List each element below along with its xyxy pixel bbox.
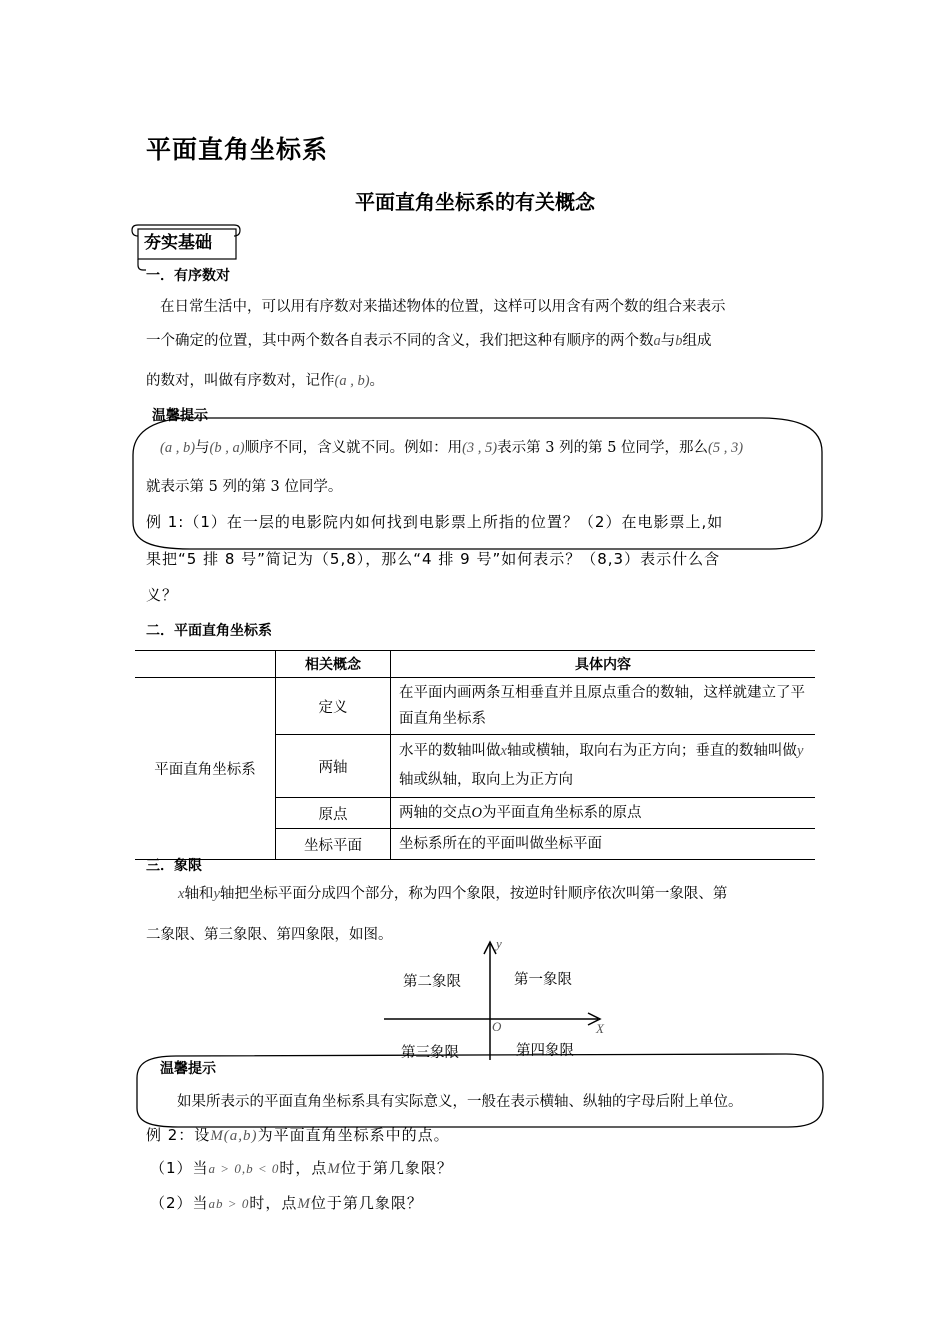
part3-heading: 三．象限 — [146, 858, 202, 874]
example2-question2: （2）当ab > 0时，点M位于第几象限？ — [150, 1194, 423, 1212]
example1-line3: 义？ — [146, 586, 179, 604]
part2-heading: 二．平面直角坐标系 — [146, 623, 272, 639]
table-content: 坐标系所在的平面叫做坐标平面 — [391, 829, 816, 860]
table-content: 在平面内画两条互相垂直并且原点重合的数轴，这样就建立了平面直角坐标系 — [391, 678, 816, 735]
table-concept: 原点 — [276, 798, 391, 829]
section-title: 平面直角坐标系的有关概念 — [355, 190, 595, 214]
banner-label: 夯实基础 — [144, 233, 212, 253]
example1-line2: 果把“5 排 8 号”简记为（5,8），那么“4 排 9 号”如何表示？（8,3）表示什么含 — [146, 550, 721, 568]
tip1-line2: 就表示第 5 列的第 3 位同学。 — [146, 479, 343, 495]
example2-line1: 例 2：设M(a,b)为平面直角坐标系中的点。 — [146, 1126, 450, 1144]
tip2-label: 温馨提示 — [160, 1061, 216, 1077]
tip2-text: 如果所表示的平面直角坐标系具有实际意义，一般在表示横轴、纵轴的字母后附上单位。 — [177, 1094, 743, 1110]
example2-question1: （1）当a > 0,b < 0时，点M位于第几象限？ — [150, 1159, 453, 1177]
table-concept: 坐标平面 — [276, 829, 391, 860]
quadrant-4-label: 第四象限 — [516, 1043, 574, 1059]
x-axis-label: X — [596, 1021, 604, 1036]
table-header-cell: 具体内容 — [391, 651, 816, 678]
example1-line1: 例 1:（1）在一层的电影院内如何找到电影票上所指的位置？（2）在电影票上,如 — [146, 513, 724, 531]
tip1-label: 温馨提示 — [152, 408, 208, 424]
part3-line2: 二象限、第三象限、第四象限，如图。 — [146, 927, 393, 943]
quadrant-1-label: 第一象限 — [514, 972, 572, 988]
part1-heading: 一．有序数对 — [146, 268, 230, 284]
quadrant-2-label: 第二象限 — [403, 974, 461, 990]
table-concept: 两轴 — [276, 735, 391, 798]
y-axis-label: y — [496, 936, 502, 951]
part1-line1: 在日常生活中，可以用有序数对来描述物体的位置，这样可以用含有两个数的组合来表示 — [160, 299, 726, 315]
tip1-line1: (a , b)与(b , a)顺序不同，含义就不同。例如：用(3 , 5)表示第 3 列的第 5 位同学，那么(5 , 3) — [160, 440, 744, 456]
part1-line2: 一个确定的位置，其中两个数各自表示不同的含义，我们把这种有顺序的两个数a与b组成 — [146, 333, 712, 349]
table-header-cell: 相关概念 — [276, 651, 391, 678]
document-title: 平面直角坐标系 — [146, 135, 329, 164]
part3-line1: x轴和y轴把坐标平面分成四个部分，称为四个象限，按逆时针顺序依次叫第一象限、第 — [178, 886, 728, 902]
part1-line3: 的数对，叫做有序数对，记作(a , b)。 — [146, 373, 385, 389]
origin-label: O — [492, 1019, 502, 1034]
table-content: 两轴的交点O为平面直角坐标系的原点 — [391, 798, 816, 829]
table-row-label: 平面直角坐标系 — [135, 678, 276, 860]
table-content: 水平的数轴叫做x轴或横轴，取向右为正方向；垂直的数轴叫做y轴或纵轴，取向上为正方向 — [391, 735, 816, 798]
quadrant-3-label: 第三象限 — [401, 1045, 459, 1061]
table-concept: 定义 — [276, 678, 391, 735]
